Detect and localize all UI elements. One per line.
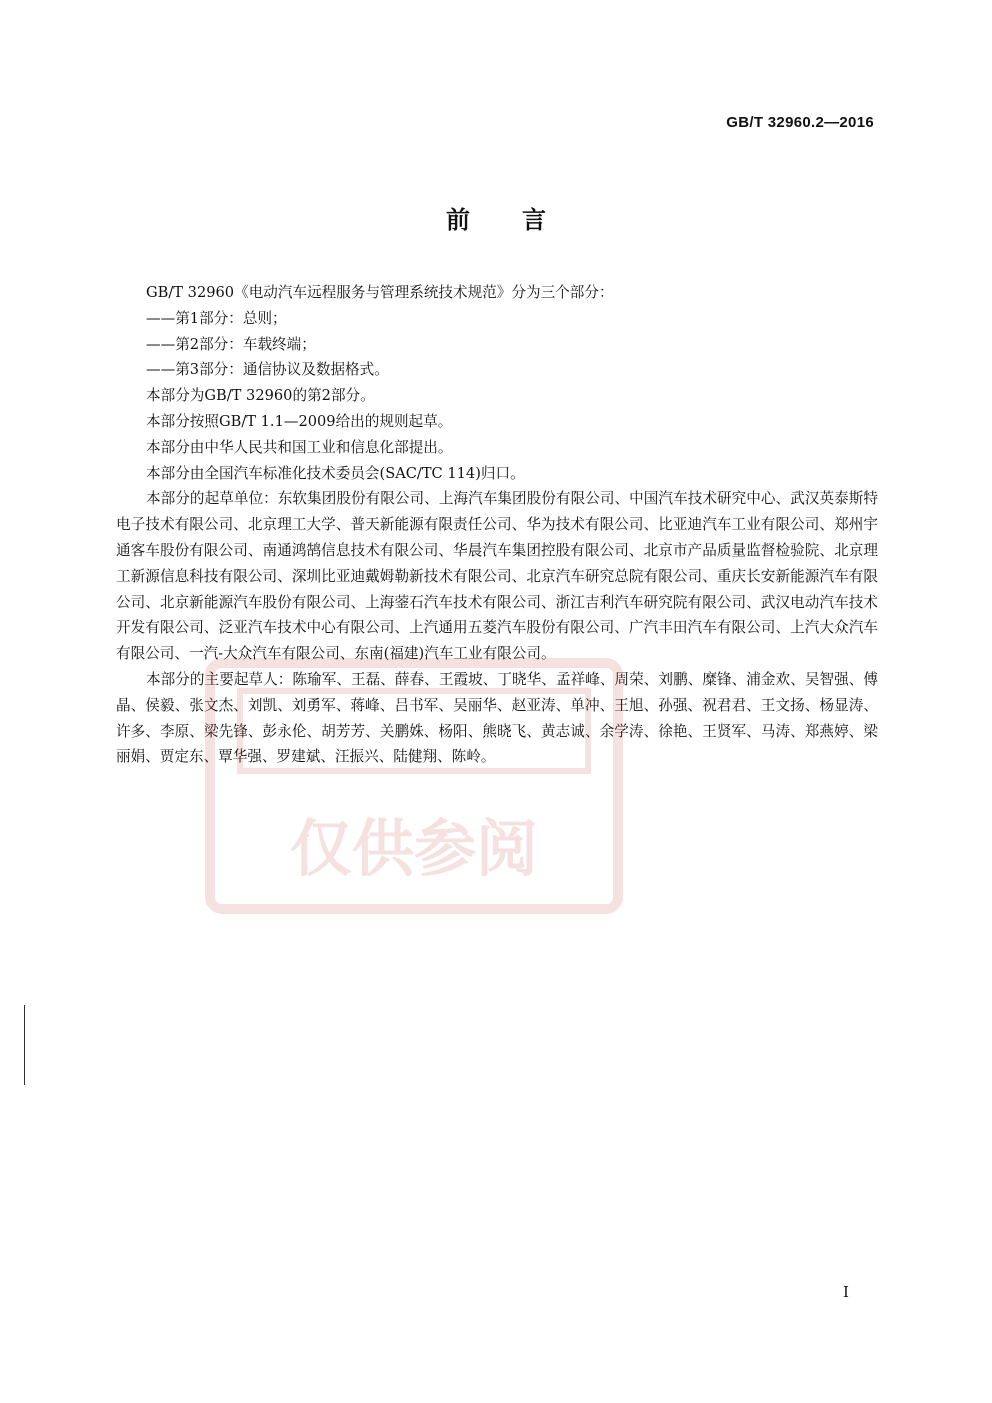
paragraph: 本部分由全国汽车标准化技术委员会(SAC/TC 114)归口。: [146, 464, 525, 482]
drafters-paragraph: 本部分的主要起草人：陈瑜军、王磊、薛春、王霞坡、丁晓华、孟祥峰、周荣、刘鹏、糜锋、浦金欢、吴智强、傅晶、侯毅、张文杰、刘凯、刘勇军、蒋峰、吕书军、吴丽华、赵亚涛、单冲、王旭、孙强、祝君君、王文扬、杨显涛、许多、李原、梁先锋、彭永伦、胡芳芳、关鹏姝、杨阳、熊晓飞、黄志诚、余学涛、徐艳、王贤军、马涛、郑燕婷、梁丽娟、贾定东、覃华强、罗建斌、汪振兴、陆健翔、陈岭。: [116, 670, 878, 766]
page-title: 前言: [446, 206, 598, 234]
scan-margin-mark: [24, 1005, 25, 1085]
paragraph: 本部分按照GB/T 1.1—2009给出的规则起草。: [146, 412, 453, 430]
list-item: ——第3部分：通信协议及数据格式。: [146, 361, 389, 379]
foreword-body: [116, 280, 878, 770]
page-number: I: [843, 1283, 849, 1301]
standard-code: GB/T 32960.2—2016: [726, 114, 874, 131]
drafting-units-paragraph: 本部分的起草单位：东软集团股份有限公司、上海汽车集团股份有限公司、中国汽车技术研究中心、武汉英泰斯特电子技术有限公司、北京理工大学、普天新能源有限责任公司、华为技术有限公司、比亚迪汽车工业有限公司、郑州宇通客车股份有限公司、南通鸿鹄信息技术有限公司、华晨汽车集团控股有限公司、北京市产品质量监督检验院、北京理工新源信息科技有限公司、深圳比亚迪戴姆勒新技术有限公司、北京汽车研究总院有限公司、重庆长安新能源汽车有限公司、北京新能源汽车股份有限公司、上海蓥石汽车技术有限公司、浙江吉利汽车研究院有限公司、武汉电动汽车技术开发有限公司、泛亚汽车技术中心有限公司、上汽通用五菱汽车股份有限公司、广汽丰田汽车有限公司、上汽大众汽车有限公司、一汽-大众汽车有限公司、东南(福建)汽车工业有限公司。: [116, 490, 878, 663]
watermark-text: 仅供参阅: [289, 812, 539, 885]
paragraph: GB/T 32960《电动汽车远程服务与管理系统技术规范》分为三个部分：: [146, 284, 614, 301]
paragraph: 本部分为GB/T 32960的第2部分。: [146, 387, 375, 405]
list-item: ——第1部分：总则；: [146, 309, 287, 327]
list-item: ——第2部分：车载终端；: [146, 335, 316, 353]
paragraph: 本部分由中华人民共和国工业和信息化部提出。: [146, 438, 453, 456]
